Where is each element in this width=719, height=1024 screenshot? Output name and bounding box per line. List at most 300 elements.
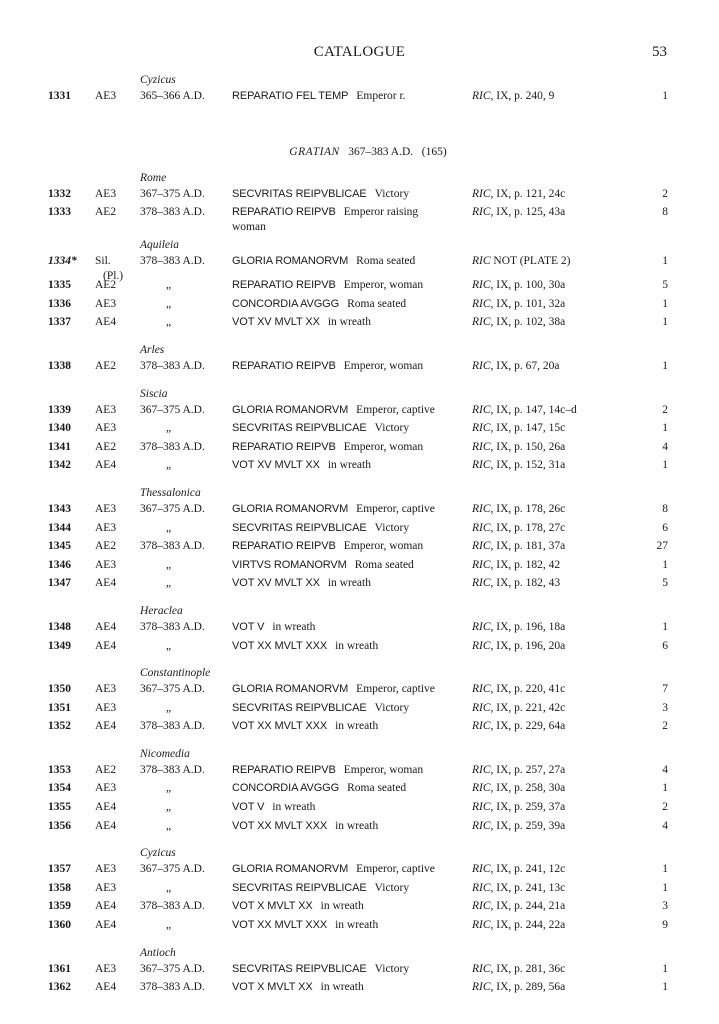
reverse-legend: SECVRITAS REIPVBLICAE xyxy=(232,962,367,975)
denomination xyxy=(95,313,116,332)
mint-group xyxy=(48,947,668,997)
reference xyxy=(472,817,565,836)
reverse-type xyxy=(232,519,409,538)
reference-detail: , IX, p. 182, 42 xyxy=(490,558,561,571)
date-range: „ xyxy=(166,639,172,652)
reverse-description: Emperor, woman xyxy=(343,540,424,553)
mint-name: Rome xyxy=(140,171,167,184)
denomination xyxy=(95,357,116,376)
catalogue-entry xyxy=(48,574,668,593)
reference-work: RIC xyxy=(472,255,491,268)
date-range: 378–383 A.D. xyxy=(140,620,205,633)
date-range: 367–375 A.D. xyxy=(140,683,205,696)
entry-number: 1345 xyxy=(48,540,71,553)
denomination-label: AE4 xyxy=(95,981,117,994)
reverse-type xyxy=(232,419,409,438)
reference xyxy=(472,680,565,699)
denomination-label: AE3 xyxy=(95,701,117,714)
reference-detail: , IX, p. 259, 39a xyxy=(490,819,566,832)
coin-count: 1 xyxy=(662,316,668,329)
reverse-description: Emperor, captive xyxy=(356,683,435,696)
mint-group xyxy=(48,748,668,835)
reverse-type xyxy=(232,401,435,420)
denomination-label: AE3 xyxy=(95,187,117,200)
mint-group xyxy=(48,171,668,233)
reverse-legend: GLORIA ROMANORVM xyxy=(232,255,349,268)
ruler-name: GRATIAN xyxy=(289,145,340,158)
reference-work: RIC xyxy=(472,297,491,310)
reference xyxy=(472,357,560,376)
entry-number: 1356 xyxy=(48,819,71,832)
reverse-legend: VOT X MVLT XX xyxy=(232,900,313,913)
date-range: 365–366 A.D. xyxy=(140,90,205,102)
denomination-label: AE4 xyxy=(95,459,117,472)
reference xyxy=(472,618,565,637)
denomination xyxy=(95,456,116,475)
reference xyxy=(472,637,565,656)
reference xyxy=(472,313,565,332)
mint-group xyxy=(48,344,668,376)
reverse-description: Emperor, woman xyxy=(343,440,424,453)
catalogue-entry xyxy=(48,817,668,836)
reference xyxy=(472,252,571,271)
denomination-label: AE3 xyxy=(95,502,117,515)
coin-count: 27 xyxy=(656,540,668,553)
reverse-description: Emperor, captive xyxy=(356,863,435,876)
coin-total: (165) xyxy=(421,145,447,158)
reference-detail: , IX, p. 150, 26a xyxy=(490,440,566,453)
denomination-label: AE4 xyxy=(95,801,117,814)
entry-number: 1343 xyxy=(48,502,71,515)
coin-count: 2 xyxy=(662,403,668,416)
date-range: „ xyxy=(166,577,172,590)
reverse-description: in wreath xyxy=(335,720,379,733)
coin-count: 9 xyxy=(662,919,668,932)
coin-count: 1 xyxy=(662,558,668,571)
reference-detail: , IX, p. 147, 14c–d xyxy=(490,403,577,416)
date-range: „ xyxy=(166,782,172,795)
entry-number: 1335 xyxy=(48,279,71,292)
entry-number: 1337 xyxy=(48,316,71,329)
entry-number: 1353 xyxy=(48,763,71,776)
mint-name: Cyzicus xyxy=(140,847,176,860)
reference-detail: , IX, p. 182, 43 xyxy=(490,577,561,590)
denomination xyxy=(95,798,116,817)
reverse-legend: VIRTVS ROMANORVM xyxy=(232,558,347,571)
catalogue-entry xyxy=(48,357,668,376)
mint-group xyxy=(48,605,668,655)
reverse-legend: GLORIA ROMANORVM xyxy=(232,403,349,416)
reverse-legend: VOT X MVLT XX xyxy=(232,981,313,994)
reference-detail: , IX, p. 196, 18a xyxy=(490,620,566,633)
coin-count: 4 xyxy=(662,819,668,832)
reverse-legend: VOT XX MVLT XXX xyxy=(232,720,328,733)
reference-work: RIC xyxy=(472,90,491,102)
denomination-label: AE2 xyxy=(95,206,117,219)
date-range: 367–375 A.D. xyxy=(140,403,205,416)
reverse-description: Victory xyxy=(374,187,410,200)
entry-number: 1333 xyxy=(48,206,71,219)
reverse-type xyxy=(232,252,415,271)
reverse-type xyxy=(232,798,315,817)
reverse-type xyxy=(232,574,371,593)
denomination-label: AE3 xyxy=(95,881,117,894)
reference-detail: , IX, p. 244, 22a xyxy=(490,919,566,932)
date-range: „ xyxy=(166,919,172,932)
coin-count: 3 xyxy=(662,701,668,714)
reverse-type xyxy=(232,637,378,656)
reference xyxy=(472,500,565,519)
reference xyxy=(472,276,565,295)
coin-count: 8 xyxy=(662,502,668,515)
reference xyxy=(472,761,565,780)
denomination-label: AE4 xyxy=(95,639,117,652)
entry-number: 1332 xyxy=(48,187,71,200)
denomination-label: AE3 xyxy=(95,863,117,876)
reverse-description: Roma seated xyxy=(347,297,407,310)
reference-work: RIC xyxy=(472,620,491,633)
reference-detail: , IX, p. 121, 24c xyxy=(490,187,566,200)
date-range: „ xyxy=(166,701,172,714)
reverse-description: in wreath xyxy=(320,900,364,913)
denomination xyxy=(95,537,116,556)
catalogue-entry xyxy=(48,276,668,295)
entry-number: 1334* xyxy=(48,255,77,268)
date-range: „ xyxy=(166,558,172,571)
catalogue-entry xyxy=(48,916,668,935)
date-range: 367–375 A.D. xyxy=(140,962,205,975)
reference xyxy=(472,401,577,420)
denomination xyxy=(95,618,116,637)
reference xyxy=(472,519,565,538)
denomination xyxy=(95,438,116,457)
reference-work: RIC xyxy=(472,359,491,372)
reference xyxy=(472,574,560,593)
reference-work: RIC xyxy=(472,763,491,776)
catalogue-entry xyxy=(48,203,668,233)
reference-work: RIC xyxy=(472,962,491,975)
denomination xyxy=(95,500,116,519)
denomination-label: AE3 xyxy=(95,422,117,435)
date-range: „ xyxy=(166,316,172,329)
running-header: CATALOGUE xyxy=(313,44,406,60)
reverse-legend: VOT XV MVLT XX xyxy=(232,459,320,472)
reference-detail: , IX, p. 221, 42c xyxy=(490,701,566,714)
date-range: „ xyxy=(166,422,172,435)
coin-count: 3 xyxy=(662,900,668,913)
reference-detail: , IX, p. 181, 37a xyxy=(490,540,566,553)
catalogue-entry xyxy=(48,419,668,438)
entry-number: 1347 xyxy=(48,577,71,590)
reference-detail: , IX, p. 102, 38a xyxy=(490,316,566,329)
reference xyxy=(472,960,565,979)
coin-count: 1 xyxy=(662,359,668,372)
reverse-description: Victory xyxy=(374,701,410,714)
reference-work: RIC xyxy=(472,639,491,652)
entry-number: 1350 xyxy=(48,683,71,696)
reverse-legend: GLORIA ROMANORVM xyxy=(232,683,349,696)
reverse-legend: REPARATIO REIPVB xyxy=(232,279,336,292)
denomination xyxy=(95,978,116,997)
denomination-label: AE2 xyxy=(95,440,117,453)
reference xyxy=(472,699,565,718)
reference-detail: , IX, p. 152, 31a xyxy=(490,459,566,472)
reverse-type xyxy=(232,978,364,997)
mint-name: Constantinople xyxy=(140,667,211,680)
reference-work: RIC xyxy=(472,316,491,329)
reference-work: RIC xyxy=(472,577,491,590)
date-range: „ xyxy=(166,279,172,292)
reverse-legend: SECVRITAS REIPVBLICAE xyxy=(232,521,367,534)
denomination-label: Sil. xyxy=(95,255,111,268)
reverse-type xyxy=(232,860,435,879)
coin-count: 6 xyxy=(662,639,668,652)
reference-work: RIC xyxy=(472,502,491,515)
reverse-type xyxy=(232,295,406,314)
reference xyxy=(472,978,565,997)
reference xyxy=(472,419,565,438)
reverse-description: in wreath xyxy=(272,620,316,633)
reference-work: RIC xyxy=(472,403,491,416)
reverse-legend: VOT XV MVLT XX xyxy=(232,577,320,590)
reverse-type xyxy=(232,779,406,798)
reference-work: RIC xyxy=(472,521,491,534)
entry-number: 1348 xyxy=(48,620,71,633)
catalogue-entry xyxy=(48,978,668,997)
date-range: 378–383 A.D. xyxy=(140,763,205,776)
coin-count: 1 xyxy=(662,962,668,975)
reference-detail: , IX, p. 196, 20a xyxy=(490,639,566,652)
reverse-type xyxy=(232,203,418,233)
reverse-type xyxy=(232,699,409,718)
mint-name: Cyzicus xyxy=(140,74,176,86)
reference-work: RIC xyxy=(472,900,491,913)
denomination-label: AE3 xyxy=(95,962,117,975)
reverse-type xyxy=(232,879,409,898)
entry-number: 1354 xyxy=(48,782,71,795)
reverse-description: Victory xyxy=(374,962,410,975)
denomination-label: AE3 xyxy=(95,782,117,795)
reverse-legend: SECVRITAS REIPVBLICAE xyxy=(232,187,367,200)
reverse-type xyxy=(232,313,371,332)
reference xyxy=(472,860,565,879)
reverse-description: Emperor, captive xyxy=(356,403,435,416)
date-range: 378–383 A.D. xyxy=(140,900,205,913)
denomination xyxy=(95,556,116,575)
reverse-type xyxy=(232,276,423,295)
catalogue-entry xyxy=(48,779,668,798)
reference-detail: , IX, p. 244, 21a xyxy=(490,900,566,913)
coin-count: 1 xyxy=(662,255,668,268)
coin-count: 7 xyxy=(662,683,668,696)
entry-number: 1342 xyxy=(48,459,71,472)
coin-count: 2 xyxy=(662,720,668,733)
reverse-description: in wreath xyxy=(272,801,316,814)
reverse-description: Victory xyxy=(374,521,410,534)
denomination-note: (Pl.) xyxy=(103,269,124,282)
coin-count: 1 xyxy=(662,981,668,994)
catalogue-list xyxy=(48,74,668,997)
entry-number: 1344 xyxy=(48,521,71,534)
entry-number: 1355 xyxy=(48,801,71,814)
reference-detail: , IX, p. 101, 32a xyxy=(490,297,566,310)
reverse-type xyxy=(232,456,371,475)
reference xyxy=(472,203,565,222)
reference-work: RIC xyxy=(472,701,491,714)
coin-count: 5 xyxy=(662,279,668,292)
reverse-description: Roma seated xyxy=(347,782,407,795)
reverse-description: in wreath xyxy=(335,819,379,832)
reverse-legend: SECVRITAS REIPVBLICAE xyxy=(232,701,367,714)
coin-count: 1 xyxy=(662,863,668,876)
reference-detail: , IX, p. 67, 20a xyxy=(490,359,560,372)
reverse-type xyxy=(232,556,414,575)
reverse-legend: SECVRITAS REIPVBLICAE xyxy=(232,422,367,435)
coin-count: 2 xyxy=(662,801,668,814)
reverse-legend: GLORIA ROMANORVM xyxy=(232,502,349,515)
entry-number: 1358 xyxy=(48,881,71,894)
mint-name: Arles xyxy=(140,343,165,356)
denomination-label: AE3 xyxy=(95,403,117,416)
reverse-description: Emperor, woman xyxy=(343,763,424,776)
denomination xyxy=(95,761,116,780)
catalogue-entry xyxy=(48,313,668,332)
catalogue-entry xyxy=(48,556,668,575)
denomination-label: AE4 xyxy=(95,720,117,733)
catalogue-entry xyxy=(48,798,668,817)
date-range: 367–375 A.D. xyxy=(140,187,205,200)
denomination-label: AE4 xyxy=(95,819,117,832)
reverse-description: Roma seated xyxy=(356,255,416,268)
denomination-label: AE3 xyxy=(95,90,117,102)
reverse-legend: VOT XX MVLT XXX xyxy=(232,639,328,652)
catalogue-entry xyxy=(48,87,668,106)
reference-detail: , IX, p. 220, 41c xyxy=(490,683,566,696)
coin-count: 1 xyxy=(662,459,668,472)
coin-count: 6 xyxy=(662,521,668,534)
mint-name: Antioch xyxy=(140,946,176,959)
reverse-legend: CONCORDIA AVGGG xyxy=(232,782,340,795)
denomination-label: AE2 xyxy=(95,763,117,776)
reverse-legend: REPARATIO FEL TEMP xyxy=(232,90,349,102)
reverse-legend: SECVRITAS REIPVBLICAE xyxy=(232,881,367,894)
reference-detail: , IX, p. 258, 30a xyxy=(490,782,566,795)
reference-work: RIC xyxy=(472,881,491,894)
mint-group xyxy=(48,847,668,934)
date-range: 367–375 A.D. xyxy=(140,863,205,876)
reference-detail: , IX, p. 241, 12c xyxy=(490,863,566,876)
catalogue-entry xyxy=(48,295,668,314)
reverse-legend: VOT XX MVLT XXX xyxy=(232,919,328,932)
catalogue-entry xyxy=(48,185,668,204)
coin-count: 1 xyxy=(662,881,668,894)
reference xyxy=(472,185,565,204)
catalogue-entry xyxy=(48,537,668,556)
catalogue-entry xyxy=(48,717,668,736)
denomination xyxy=(95,680,116,699)
denomination xyxy=(95,717,116,736)
reference xyxy=(472,879,565,898)
reverse-type xyxy=(232,537,423,556)
denomination-label: AE4 xyxy=(95,316,117,329)
reference xyxy=(472,897,565,916)
date-range: „ xyxy=(166,801,172,814)
catalogue-entry xyxy=(48,519,668,538)
date-range: „ xyxy=(166,881,172,894)
entry-number: 1351 xyxy=(48,701,71,714)
denomination xyxy=(95,860,116,879)
denomination-label: AE3 xyxy=(95,558,117,571)
denomination xyxy=(95,401,116,420)
reference xyxy=(472,295,565,314)
reference-work: RIC xyxy=(472,720,491,733)
denomination xyxy=(95,87,116,106)
reverse-legend: REPARATIO REIPVB xyxy=(232,206,336,219)
section-heading xyxy=(48,146,668,160)
date-range: „ xyxy=(166,819,172,832)
denomination xyxy=(95,276,116,295)
reference-work: RIC xyxy=(472,459,491,472)
reverse-type xyxy=(232,185,409,204)
reverse-type xyxy=(232,817,378,836)
reference-detail: , IX, p. 125, 43a xyxy=(490,206,566,219)
catalogue-entry xyxy=(48,438,668,457)
reverse-description: Emperor r. xyxy=(356,90,406,102)
denomination-label: AE2 xyxy=(95,540,117,553)
reference-work: RIC xyxy=(472,981,491,994)
date-range: 378–383 A.D. xyxy=(140,255,205,268)
entry-number: 1349 xyxy=(48,639,71,652)
reference-work: RIC xyxy=(472,422,491,435)
mint-group xyxy=(48,667,668,736)
catalogue-entry xyxy=(48,680,668,699)
denomination-label: AE2 xyxy=(95,359,117,372)
date-range: 367–375 A.D. xyxy=(140,502,205,515)
reverse-type xyxy=(232,357,423,376)
catalogue-entry xyxy=(48,252,668,282)
entry-number: 1359 xyxy=(48,900,71,913)
date-range: 378–383 A.D. xyxy=(140,720,205,733)
denomination xyxy=(95,916,116,935)
denomination-label: AE3 xyxy=(95,683,117,696)
mint-group xyxy=(48,239,668,332)
reference-work: RIC xyxy=(472,819,491,832)
entry-number: 1361 xyxy=(48,962,71,975)
reverse-description: Emperor, woman xyxy=(343,279,424,292)
reverse-description: Emperor, woman xyxy=(343,359,424,372)
denomination xyxy=(95,295,116,314)
entry-number: 1336 xyxy=(48,297,71,310)
reverse-legend: VOT XV MVLT XX xyxy=(232,316,320,329)
catalogue-entry xyxy=(48,401,668,420)
denomination-label: AE2 xyxy=(95,279,117,292)
reference-work: RIC xyxy=(472,187,491,200)
date-range: 378–383 A.D. xyxy=(140,981,205,994)
catalogue-entry xyxy=(48,699,668,718)
denomination xyxy=(95,185,116,204)
reference-detail: NOT (PLATE 2) xyxy=(490,255,571,268)
catalogue-entry xyxy=(48,456,668,475)
reverse-type xyxy=(232,438,423,457)
coin-count: 8 xyxy=(662,206,668,219)
reverse-type xyxy=(232,960,409,979)
reference-work: RIC xyxy=(472,558,491,571)
reference-detail: , IX, p. 289, 56a xyxy=(490,981,566,994)
reverse-description: Emperor raising xyxy=(343,206,419,219)
denomination xyxy=(95,699,116,718)
reference xyxy=(472,537,565,556)
reference-detail: , IX, p. 100, 30a xyxy=(490,279,566,292)
